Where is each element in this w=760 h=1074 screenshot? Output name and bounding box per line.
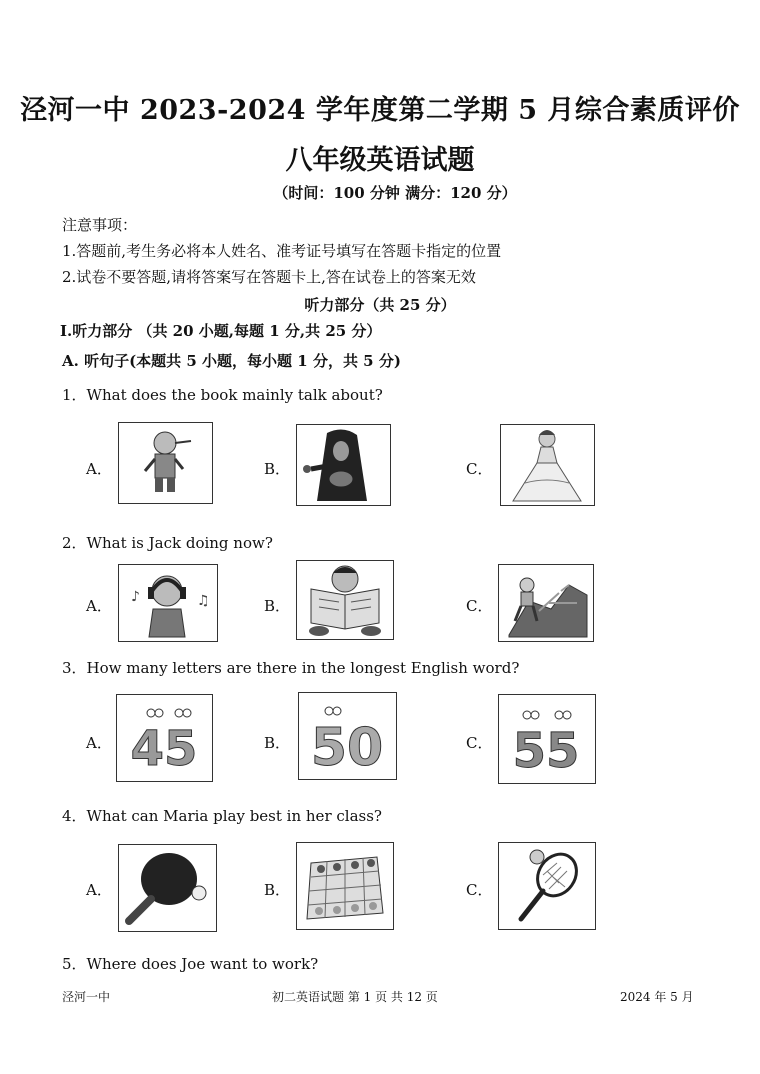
ping-pong-paddle-icon (119, 845, 215, 930)
question-2 (62, 532, 273, 553)
q2-option-c-label: C． (466, 597, 493, 615)
q1-option-c-image[interactable] (500, 424, 595, 506)
question-1 (62, 384, 383, 405)
svg-text:♫: ♫ (197, 593, 210, 609)
q2-option-b-label: B． (264, 597, 291, 615)
question-4 (62, 805, 382, 826)
q1-option-c-label: C． (466, 460, 493, 478)
listening-section-title: 听力部分（共 25 分） (304, 296, 456, 314)
question-number: 5． (62, 955, 87, 973)
notes-item-1: 1.答题前,考生务必将本人姓名、准考证号填写在答题卡指定的位置 (62, 242, 502, 260)
footer-school: 泾河一中 (62, 990, 111, 1004)
exam-title-line1: 泾河一中 2023-2024 学年度第二学期 5 月综合素质评价 (20, 95, 740, 126)
footer-date: 2024 年 5 月 (620, 990, 694, 1004)
question-text: What is Jack doing now? (86, 534, 273, 552)
listening-music-icon (119, 565, 216, 640)
question-text: What can Maria play best in her class? (86, 807, 382, 825)
q2-option-c-image[interactable] (498, 564, 594, 642)
svg-text:♪: ♪ (131, 589, 140, 605)
exam-title-line2: 八年级英语试题 (285, 145, 475, 176)
reading-book-icon (297, 561, 392, 638)
q1-option-a-label: A． (86, 460, 112, 478)
partA-title: A. 听句子(本题共 5 小题，每小题 1 分，共 5 分) (62, 352, 401, 370)
question-number: 1． (62, 386, 87, 404)
exam-time-score: （时间：100 分钟 满分：120 分） (273, 184, 517, 202)
number-label: 45 (130, 721, 198, 777)
q1-option-b-label: B． (264, 460, 291, 478)
footer-page-info: 初二英语试题 第 1 页 共 12 页 (272, 990, 438, 1004)
q3-option-b-label: B． (264, 734, 291, 752)
q1-option-a-image[interactable] (118, 422, 213, 504)
q3-option-c-label: C． (466, 734, 493, 752)
number-50-icon (299, 693, 395, 778)
princess-icon (501, 425, 593, 504)
q4-option-a-label: A． (86, 881, 112, 899)
question-5 (62, 953, 318, 974)
chess-board-icon (297, 843, 392, 928)
question-number: 3． (62, 659, 87, 677)
number-label: 50 (310, 718, 384, 778)
q3-option-a-label: A． (86, 734, 112, 752)
question-text: Where does Joe want to work? (86, 955, 319, 973)
q3-option-b-image[interactable] (298, 692, 397, 780)
notes-item-2: 2.试卷不要答题,请将答案写在答题卡上,答在试卷上的答案无效 (62, 268, 476, 286)
q2-option-b-image[interactable] (296, 560, 394, 640)
climbing-icon (499, 565, 592, 640)
q4-option-c-image[interactable] (498, 842, 596, 930)
question-number: 2． (62, 534, 87, 552)
pinocchio-icon (119, 423, 211, 502)
part1-title: Ⅰ.听力部分 （共 20 小题,每题 1 分,共 25 分） (60, 322, 382, 340)
question-3 (62, 657, 519, 678)
number-55-icon (499, 695, 594, 782)
q2-option-a-label: A． (86, 597, 112, 615)
q4-option-a-image[interactable] (118, 844, 217, 932)
witch-icon (297, 425, 389, 504)
number-45-icon (117, 695, 211, 780)
q4-option-b-label: B． (264, 881, 291, 899)
number-label: 55 (512, 723, 580, 779)
q3-option-a-image[interactable] (116, 694, 213, 782)
q4-option-b-image[interactable] (296, 842, 394, 930)
question-text: What does the book mainly talk about? (86, 386, 383, 404)
q3-option-c-image[interactable] (498, 694, 596, 784)
q2-option-a-image[interactable] (118, 564, 218, 642)
q1-option-b-image[interactable] (296, 424, 391, 506)
q4-option-c-label: C． (466, 881, 493, 899)
question-number: 4． (62, 807, 87, 825)
question-text: How many letters are there in the longest English word? (86, 659, 520, 677)
notes-heading: 注意事项： (62, 216, 138, 234)
tennis-racket-icon (499, 843, 594, 928)
